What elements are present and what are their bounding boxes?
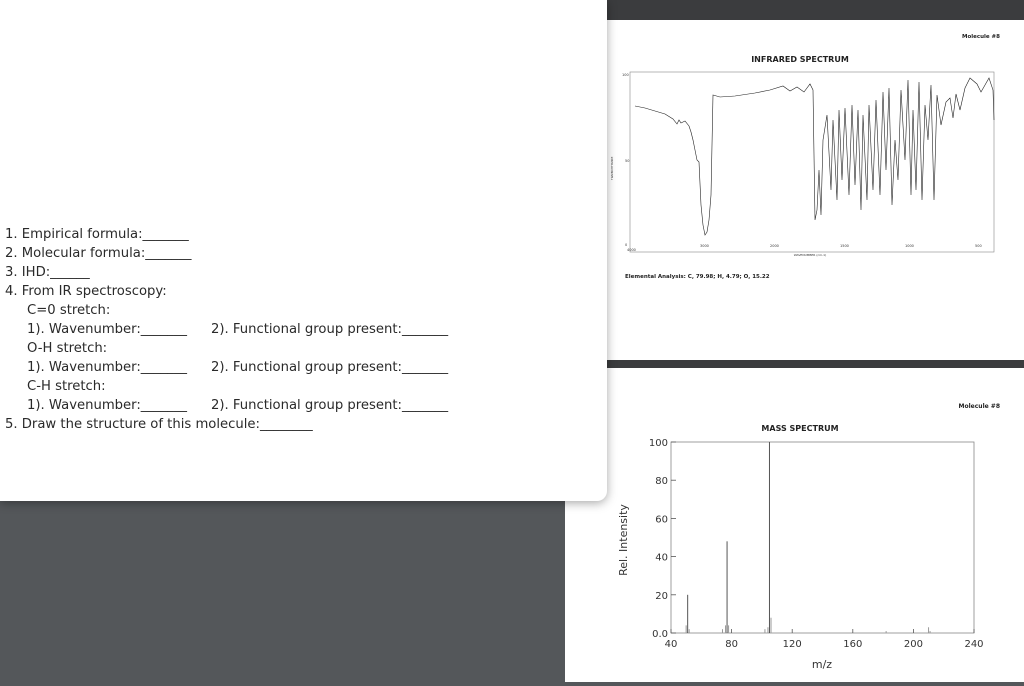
ir-x-tick-4000: 4000	[627, 248, 636, 252]
ms-x-tick-label: 200	[903, 639, 923, 650]
co-wavenumber[interactable]: 1). Wavenumber:_______	[27, 322, 187, 337]
ir-x-tick-1500: 1500	[840, 244, 849, 248]
ir-x-tick-3000: 3000	[700, 244, 709, 248]
ms-title: MASS SPECTRUM	[761, 424, 839, 433]
ms-y-axis-label: Rel. Intensity	[617, 504, 630, 576]
molecule-label: Molecule #8	[958, 403, 1000, 410]
question-5[interactable]: 5. Draw the structure of this molecule:________	[5, 417, 313, 432]
ms-plot-frame	[671, 442, 974, 633]
ir-plot-frame	[630, 72, 994, 252]
ir-x-tick-2000: 2000	[770, 244, 779, 248]
question-document	[0, 0, 607, 501]
mass-spectrum-chart	[565, 368, 1024, 682]
ms-x-tick-label: 160	[843, 639, 863, 650]
question-3[interactable]: 3. IHD:______	[5, 265, 90, 280]
ir-y-tick-0: 0	[625, 243, 628, 247]
ms-y-tick-label: 80	[655, 476, 668, 488]
ir-y-axis-label: TRANSMITTANCE	[610, 156, 614, 180]
molecule-label: Molecule #8	[961, 34, 1000, 40]
ir-y-tick-100: 100	[622, 73, 629, 77]
ms-x-tick-label: 120	[782, 639, 802, 650]
ir-title: INFRARED SPECTRUM	[751, 55, 849, 64]
question-1[interactable]: 1. Empirical formula:_______	[5, 227, 189, 242]
ms-y-tick-label: 100	[648, 438, 668, 449]
co-functional-group[interactable]: 2). Functional group present:_______	[210, 322, 449, 337]
ms-x-tick-label: 40	[664, 639, 678, 650]
ir-x-axis-label: WAVENUMBER (cm-1)	[793, 253, 827, 257]
oh-functional-group[interactable]: 2). Functional group present:_______	[210, 360, 449, 375]
mass-spectrum-page	[565, 368, 1024, 682]
ch-stretch-label[interactable]: C-H stretch:	[27, 379, 106, 394]
ms-y-tick-label: 0.0	[652, 629, 668, 640]
ir-x-tick-1000: 1000	[905, 244, 914, 248]
ir-y-tick-50: 50	[625, 159, 630, 163]
question-2[interactable]: 2. Molecular formula:_______	[5, 246, 192, 261]
ms-x-axis-label: m/z	[811, 658, 833, 671]
ms-x-tick-label: 80	[725, 639, 738, 650]
ms-y-tick-label: 40	[655, 552, 668, 564]
oh-stretch-row	[5, 358, 448, 377]
co-stretch-label[interactable]: C=0 stretch:	[27, 303, 111, 318]
ch-wavenumber[interactable]: 1). Wavenumber:_______	[27, 398, 187, 413]
page-separator	[605, 360, 1024, 368]
ir-spectrum-page	[605, 20, 1024, 360]
ms-y-tick-label: 60	[655, 514, 668, 526]
ir-x-tick-500: 500	[975, 244, 982, 248]
ch-stretch-row	[5, 396, 448, 415]
ir-spectrum-svg	[605, 20, 1024, 360]
elemental-analysis: Elemental Analysis: C, 79.98; H, 4.79; O, 15.22	[625, 274, 770, 280]
viewer-top-strip	[605, 0, 1024, 20]
oh-stretch-label[interactable]: O-H stretch:	[27, 341, 108, 356]
question-list	[5, 225, 448, 434]
question-4[interactable]: 4. From IR spectroscopy:	[5, 284, 167, 299]
ch-functional-group[interactable]: 2). Functional group present:_______	[210, 398, 449, 413]
co-stretch-row	[5, 320, 448, 339]
oh-wavenumber[interactable]: 1). Wavenumber:_______	[27, 360, 187, 375]
ms-x-tick-label: 240	[964, 639, 984, 650]
ms-y-tick-label: 20	[655, 590, 668, 602]
ir-spectrum-trace	[635, 78, 994, 235]
